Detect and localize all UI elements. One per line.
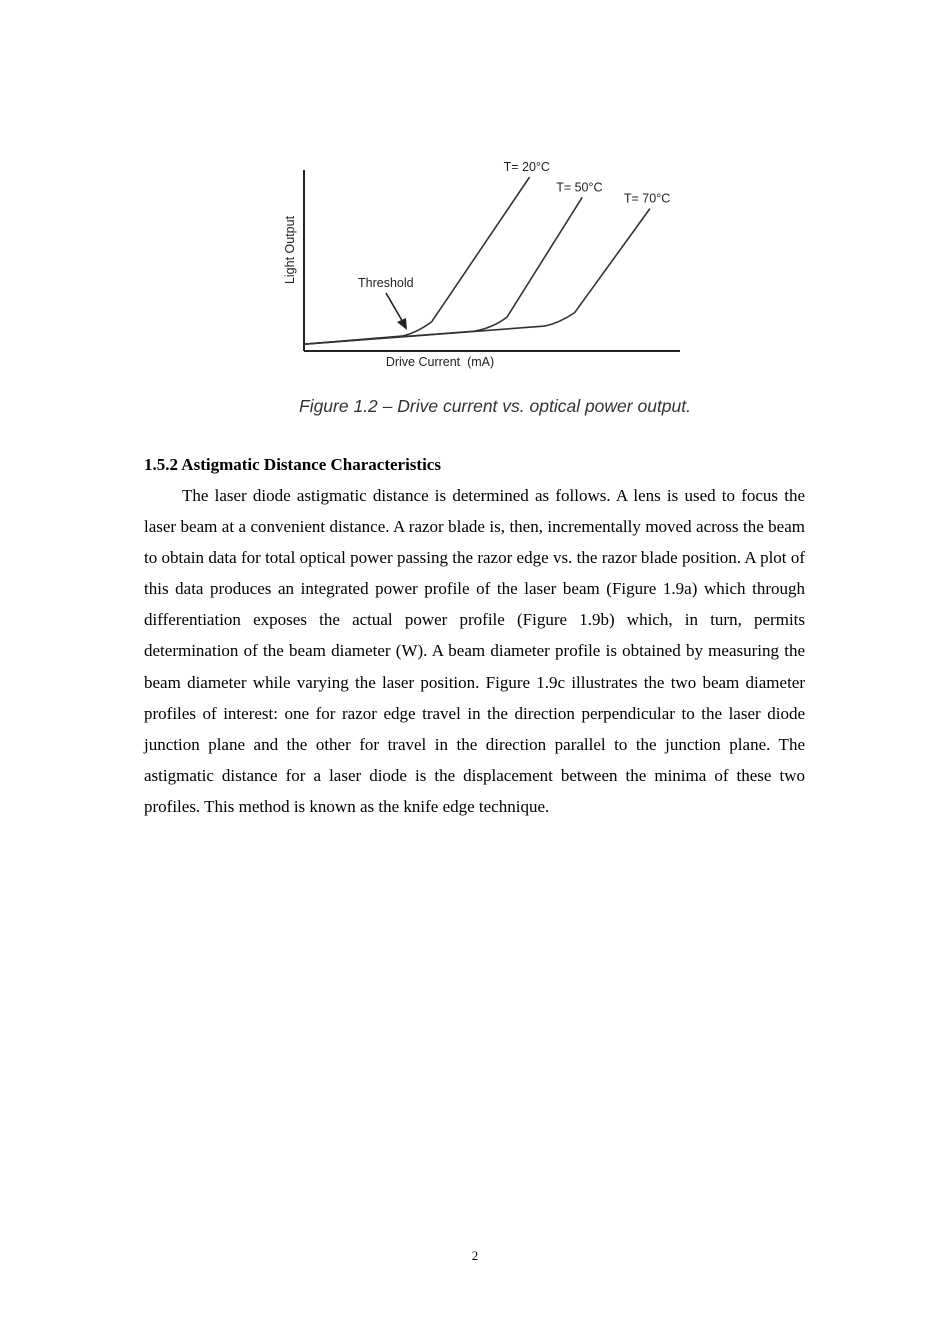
series-label-3: T= 70°C [623, 191, 671, 206]
section-heading: 1.5.2 Astigmatic Distance Characteristics [144, 455, 441, 474]
page-number: 2 [471, 1248, 479, 1263]
series-layer [304, 160, 670, 344]
threshold-arrow-line [386, 293, 404, 324]
x-axis-label: Drive Current (mA) [385, 355, 495, 369]
series-label-2: T= 50°C [556, 180, 603, 195]
y-axis-label: Light Output [283, 215, 297, 285]
figure-caption: Figure 1.2 – Drive current vs. optical power output. [299, 396, 691, 416]
figure-drive-current [270, 125, 720, 425]
series-line-3 [304, 209, 650, 345]
section-paragraph: The laser diode astigmatic distance is determined as follows. A lens is used to focus the laser beam at a convenient distance. A razor blade is, then, incrementally moved across the beam to obtain data for total optical power passing the razor edge vs. the razor blade position. A plot of this data produces an integrated power profile of the laser beam (Figure 1.9a) which through differentiation exposes the actual power profile (Figure 1.9b) which, in turn, permits determination of the beam diameter (W). A beam diameter profile is obtained by measuring the beam diameter while varying the laser position. Figure 1.9c illustrates the two beam diameter profiles of interest: one for razor edge travel in the direction perpendicular to the laser diode junction plane and the other for travel in the direction parallel to the junction plane. The astigmatic distance for a laser diode is the displacement between the minima of these two profiles. This method is known as the knife edge technique. [144, 486, 805, 816]
light-output-chart [270, 125, 720, 390]
threshold-arrow-head [397, 318, 407, 330]
series-label-1: T= 20°C [503, 160, 550, 174]
series-line-2 [304, 197, 582, 344]
threshold-annotation-label: Threshold [358, 276, 414, 290]
series-line-1 [304, 177, 530, 344]
